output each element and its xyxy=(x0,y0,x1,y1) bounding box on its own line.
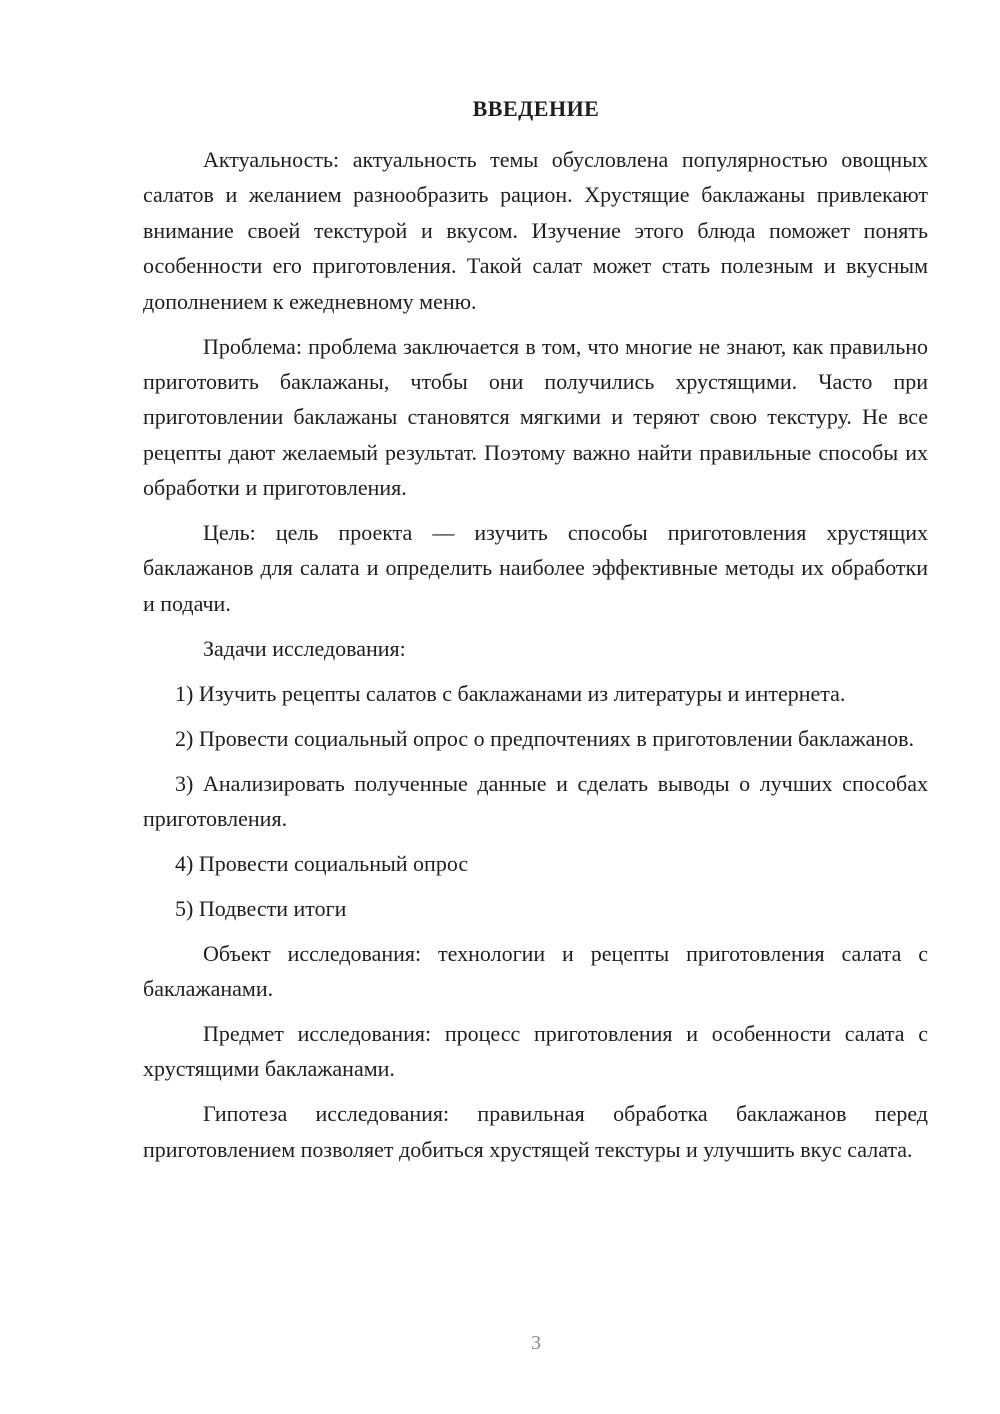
task-item-3: 3) Анализировать полученные данные и сделать выводы о лучших способах приготовления. xyxy=(143,770,928,831)
subject-paragraph: Предмет исследования: процесс приготовления и особенности салата с хрустящими баклажанами. xyxy=(143,1020,928,1082)
task-item-5: 5) Подвести итоги xyxy=(175,895,347,921)
task-item-4: 4) Провести социальный опрос xyxy=(175,850,469,876)
object-paragraph: Объект исследования: технологии и рецепты приготовления салата с баклажанами. xyxy=(143,940,928,1002)
page-title: ВВЕДЕНИЕ xyxy=(472,96,600,121)
task-item-2: 2) Провести социальный опрос о предпочтениях в приготовлении баклажанов. xyxy=(175,725,915,751)
problem-paragraph: Проблема: проблема заключается в том, что многие не знают, как правильно приготовить баклажаны, чтобы они получились хрустящими. Часто при приготовлении баклажаны становятся мягкими и теряют свою текстуру. Не все рецепты дают желаемый результат. Поэтому важно найти правильные способы их обработки и приготовления. xyxy=(143,333,928,501)
page-number: 3 xyxy=(531,1332,541,1354)
goal-paragraph: Цель: цель проекта — изучить способы приготовления хрустящих баклажанов для салата и определить наиболее эффективные методы их обработки и подачи. xyxy=(143,520,928,616)
tasks-heading: Задачи исследования: xyxy=(203,635,406,661)
task-item-1: 1) Изучить рецепты салатов с баклажанами из литературы и интернета. xyxy=(175,680,846,706)
relevance-paragraph: Актуальность: актуальность темы обусловлена популярностью овощных салатов и желанием разнообразить рацион. Хрустящие баклажаны привлекают внимание своей текстурой и вкусом. Изучение этого блюда поможет понять особенности его приготовления. Такой салат может стать полезным и вкусным дополнением к ежедневному меню. xyxy=(143,147,928,314)
hypothesis-paragraph: Гипотеза исследования: правильная обработка баклажанов перед приготовлением позволяет добиться хрустящей текстуры и улучшить вкус салата. xyxy=(143,1101,928,1162)
document-body xyxy=(143,142,928,1177)
